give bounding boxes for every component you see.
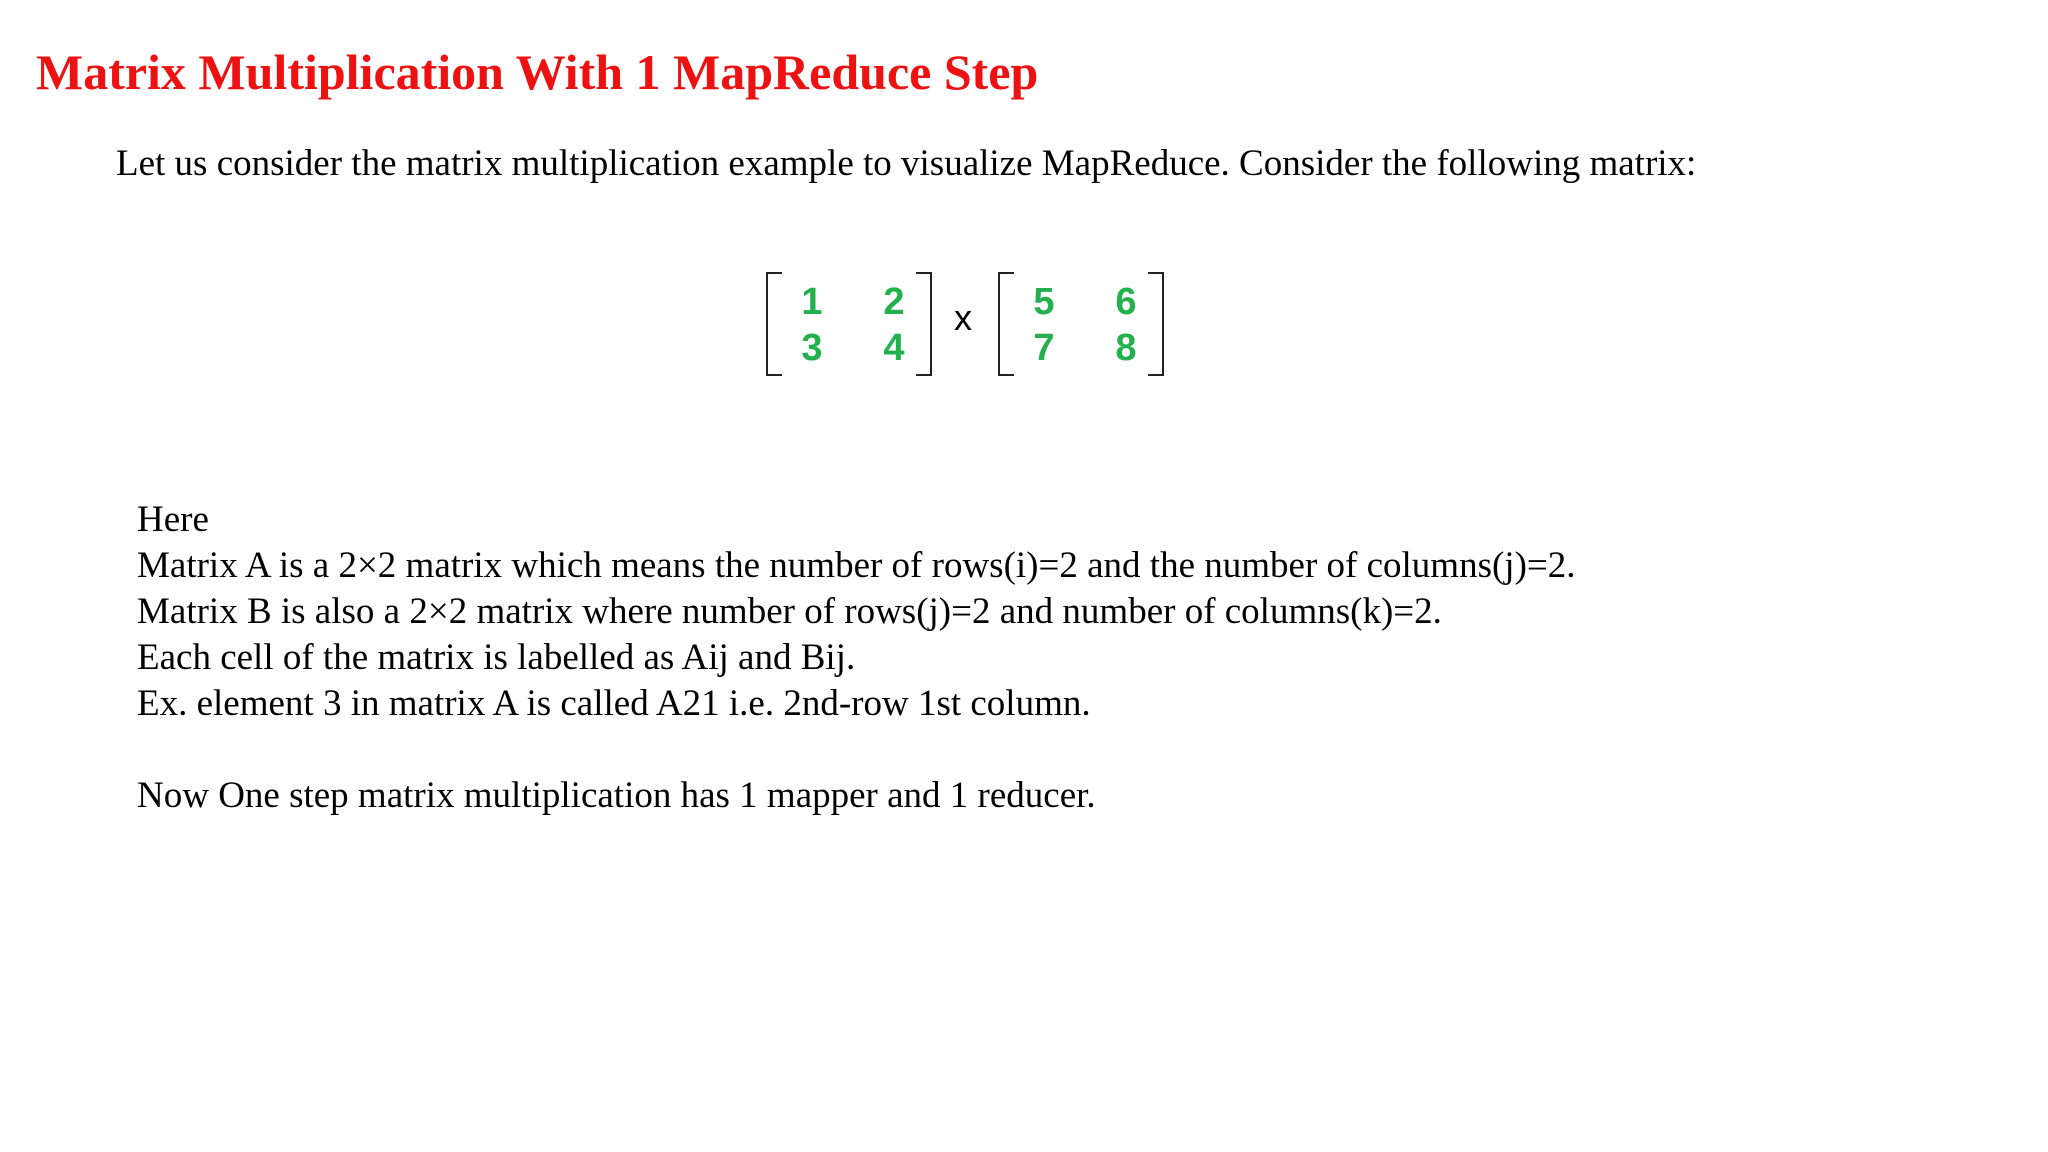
matrix-b-cell: 5 xyxy=(1033,281,1055,323)
slide-title: Matrix Multiplication With 1 MapReduce Step xyxy=(36,44,1039,100)
multiply-operator: x xyxy=(954,297,972,338)
paragraph-gap xyxy=(137,727,1576,773)
explanation-line: Ex. element 3 in matrix A is called A21 i.e. 2nd-row 1st column. xyxy=(137,683,1091,724)
matrix-b-right-bracket xyxy=(1148,272,1164,376)
explanation-line: Matrix B is also a 2×2 matrix where number of rows(j)=2 and number of columns(k)=2. xyxy=(137,591,1442,632)
explanation-line: Here xyxy=(137,499,209,540)
intro-text: Let us consider the matrix multiplication example to visualize MapReduce. Consider the following matrix: xyxy=(116,143,1697,184)
matrix-a-right-bracket xyxy=(916,272,932,376)
conclusion-line: Now One step matrix multiplication has 1 mapper and 1 reducer. xyxy=(137,775,1096,816)
matrix-b-cell: 8 xyxy=(1115,327,1137,369)
matrix-b-cell: 6 xyxy=(1115,281,1137,323)
explanation-block xyxy=(137,497,1576,819)
matrix-a-left-bracket xyxy=(766,272,782,376)
matrix-b-left-bracket xyxy=(998,272,1014,376)
matrix-b-cell: 7 xyxy=(1033,327,1055,369)
explanation-line: Matrix A is a 2×2 matrix which means the number of rows(i)=2 and the number of columns(j)=2. xyxy=(137,545,1576,586)
matrix-expression xyxy=(766,272,1176,382)
matrix-a-cell: 4 xyxy=(883,327,905,369)
matrix-a-cell: 2 xyxy=(883,281,905,323)
matrix-a-cell: 1 xyxy=(801,281,823,323)
explanation-line: Each cell of the matrix is labelled as Aij and Bij. xyxy=(137,637,856,678)
matrix-a-cell: 3 xyxy=(801,327,823,369)
